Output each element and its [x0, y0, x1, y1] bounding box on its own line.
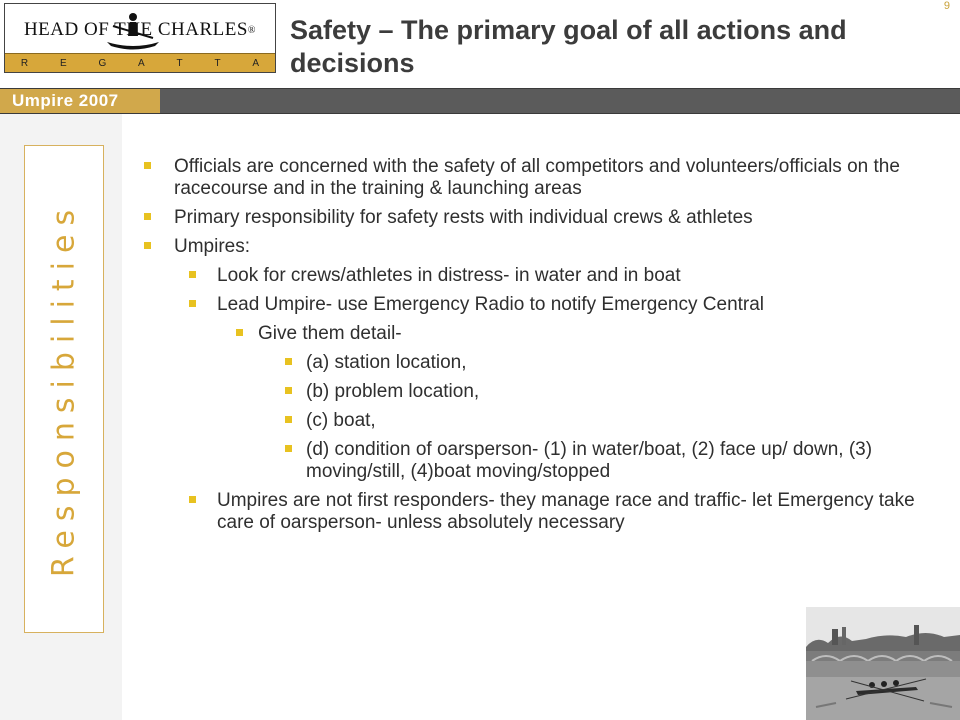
rowing-photo	[806, 607, 960, 720]
header-band	[0, 88, 960, 114]
logo-letter: R	[20, 57, 29, 69]
list-item: (d) condition of oarsperson- (1) in water/boat, (2) face up/ down, (3) moving/still, (4)boat moving/stopped	[140, 439, 930, 483]
logo-wordmark	[11, 8, 269, 52]
regatta-logo	[4, 3, 276, 73]
logo-letter: E	[59, 57, 67, 69]
logo-letter: A	[138, 57, 145, 69]
list-item: (c) boat,	[140, 410, 930, 432]
list-item: Give them detail-	[140, 323, 930, 345]
list-item: (a) station location,	[140, 352, 930, 374]
list-item: Umpires:	[140, 236, 930, 258]
slide-title: Safety – The primary goal of all actions and decisions	[290, 15, 847, 78]
logo-text: HEAD OF THE CHARLES	[23, 19, 248, 40]
registered-mark: ®	[247, 24, 257, 36]
bullet-list	[140, 156, 930, 541]
page-number: 9	[943, 0, 950, 12]
logo-letter: G	[98, 57, 107, 69]
list-item: Officials are concerned with the safety of all competitors and volunteers/officials on the racecourse and in the training & launching areas	[140, 156, 930, 200]
list-item: Look for crews/athletes in distress- in water and in boat	[140, 265, 930, 287]
logo-letter: T	[176, 57, 183, 69]
side-label: Responsibilities	[46, 200, 82, 578]
band-label: Umpire 2007	[0, 89, 160, 113]
logo-letter: A	[252, 57, 260, 69]
list-item: Lead Umpire- use Emergency Radio to notify Emergency Central	[140, 294, 930, 316]
list-item: Primary responsibility for safety rests with individual crews & athletes	[140, 207, 930, 229]
side-label-box	[24, 145, 104, 633]
logo-letter: T	[214, 57, 221, 69]
list-item: (b) problem location,	[140, 381, 930, 403]
logo-regatta-strip	[5, 53, 275, 72]
list-item: Umpires are not first responders- they manage race and traffic- let Emergency take care of oarsperson- unless absolutely necessary	[140, 490, 930, 534]
